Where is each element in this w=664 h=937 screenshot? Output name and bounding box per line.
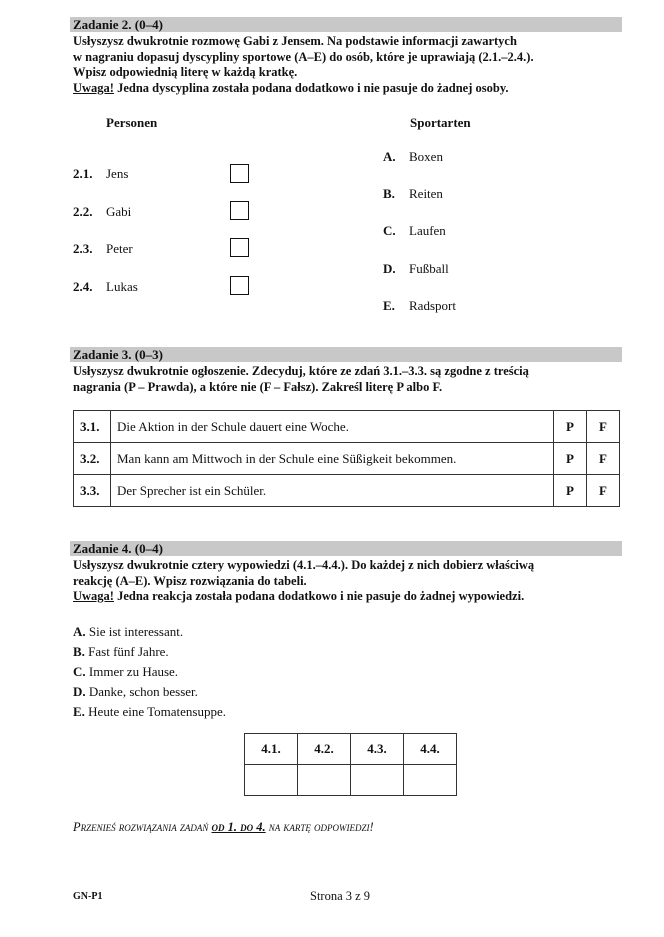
answer-column-header: 4.4. (404, 734, 457, 765)
option-f[interactable]: F (587, 443, 620, 475)
task2-instr-line2: w nagraniu dopasuj dyscypliny sportowe (A–E) do osób, które je uprawiają (2.1.–2.4.). (73, 49, 534, 64)
col-header-sports: Sportarten (410, 115, 471, 130)
footer-code: GN-P1 (73, 891, 103, 902)
answer-cell-4-2[interactable] (298, 765, 351, 796)
task3-instructions (73, 364, 621, 395)
statement-number: 3.3. (74, 475, 111, 507)
option-p[interactable]: P (554, 411, 587, 443)
list-item (73, 642, 226, 662)
task3-instr-line1: Usłyszysz dwukrotnie ogłoszenie. Zdecyduj, które ze zdań 3.1.–3.3. są zgodne z treścią (73, 364, 529, 378)
task2-instr-line1: Usłyszysz dwukrotnie rozmowę Gabi z Jensem. Na podstawie informacji zawartych (73, 34, 517, 48)
task4-note-label: Uwaga! (73, 589, 114, 603)
list-item (73, 622, 226, 642)
answer-cell-4-3[interactable] (351, 765, 404, 796)
reaction-text: Heute eine Tomatensuppe. (88, 704, 227, 719)
sport-option (383, 149, 443, 165)
person-name: Lukas (106, 279, 138, 294)
table-row (74, 443, 620, 475)
transfer-range: od 1. do 4. (211, 820, 266, 834)
reaction-letter: C. (73, 664, 86, 679)
true-false-table (73, 410, 620, 507)
task2-instr-line3: Wpisz odpowiednią literę w każdą kratkę. (73, 65, 298, 79)
reaction-letter: D. (73, 684, 86, 699)
sport-name: Laufen (409, 223, 446, 238)
sport-letter: D. (383, 261, 396, 276)
answer-box-2-2[interactable] (230, 201, 249, 220)
sport-option (383, 298, 456, 314)
table-row (74, 475, 620, 507)
person-number: 2.4. (73, 279, 93, 294)
option-f[interactable]: F (587, 411, 620, 443)
answer-box-2-3[interactable] (230, 238, 249, 257)
option-f[interactable]: F (587, 475, 620, 507)
list-item (73, 662, 226, 682)
task3-instr-line2: nagrania (P – Prawda), a które nie (F – Fałsz). Zakreśl literę P albo F. (73, 379, 443, 394)
answer-box-2-1[interactable] (230, 164, 249, 183)
person-name: Gabi (106, 204, 132, 219)
person-row (73, 204, 131, 220)
task4-instr-line2: reakcję (A–E). Wpisz rozwiązania do tabeli. (73, 573, 307, 588)
col-header-persons: Personen (106, 115, 158, 130)
list-item (73, 702, 226, 722)
list-item (73, 682, 226, 702)
reaction-text: Danke, schon besser. (88, 684, 198, 699)
task2-note-text: Jedna dyscyplina została podana dodatkowo i nie pasuje do żadnej osoby. (113, 80, 509, 95)
transfer-pre: Przenieś rozwiązania zadań (73, 820, 212, 834)
task3-header: Zadanie 3. (0–3) (70, 347, 622, 362)
person-number: 2.2. (73, 204, 93, 219)
task4-note-text: Jedna reakcja została podana dodatkowo i nie pasuje do żadnej wypowiedzi. (113, 589, 525, 603)
task2-header: Zadanie 2. (0–4) (70, 17, 622, 32)
person-number: 2.1. (73, 166, 93, 181)
task4-header: Zadanie 4. (0–4) (70, 541, 622, 556)
sport-name: Reiten (409, 186, 443, 201)
answer-cell-4-4[interactable] (404, 765, 457, 796)
answer-box-2-4[interactable] (230, 276, 249, 295)
table-row (74, 411, 620, 443)
sport-option (383, 186, 443, 202)
table-header-row (245, 734, 457, 765)
answer-column-header: 4.1. (245, 734, 298, 765)
sport-name: Boxen (409, 149, 443, 164)
person-row (73, 241, 133, 257)
person-row (73, 279, 138, 295)
sport-name: Radsport (409, 298, 456, 313)
reaction-letter: B. (73, 644, 85, 659)
page-number: Strona 3 z 9 (310, 889, 371, 903)
sport-letter: E. (383, 298, 395, 313)
person-number: 2.3. (73, 241, 93, 256)
task2-note-label: Uwaga! (73, 80, 114, 95)
table-row (245, 765, 457, 796)
task2-instructions (73, 34, 621, 96)
answer-table (244, 733, 457, 796)
sport-option (383, 261, 449, 277)
person-name: Jens (106, 166, 129, 181)
answer-column-header: 4.2. (298, 734, 351, 765)
reaction-list (73, 622, 226, 722)
reaction-letter: E. (73, 704, 85, 719)
reaction-text: Fast fünf Jahre. (88, 644, 169, 659)
statement-text: Die Aktion in der Schule dauert eine Woche. (111, 411, 554, 443)
statement-number: 3.2. (74, 443, 111, 475)
task4-note (73, 589, 621, 605)
sport-letter: C. (383, 223, 396, 238)
reaction-letter: A. (73, 624, 86, 639)
transfer-instruction (73, 820, 374, 835)
statement-number: 3.1. (74, 411, 111, 443)
answer-cell-4-1[interactable] (245, 765, 298, 796)
option-p[interactable]: P (554, 443, 587, 475)
person-name: Peter (106, 241, 133, 256)
task4-instr-line1: Usłyszysz dwukrotnie cztery wypowiedzi (4.1.–4.4.). Do każdej z nich dobierz właściwą (73, 558, 535, 572)
sport-letter: A. (383, 149, 396, 164)
person-row (73, 166, 128, 182)
answer-column-header: 4.3. (351, 734, 404, 765)
task2-note (73, 81, 621, 97)
task4-instructions (73, 558, 621, 605)
statement-text: Man kann am Mittwoch in der Schule eine Süßigkeit bekommen. (111, 443, 554, 475)
sport-option (383, 223, 446, 239)
sport-name: Fußball (409, 261, 449, 276)
option-p[interactable]: P (554, 475, 587, 507)
sport-letter: B. (383, 186, 395, 201)
transfer-post: na kartę odpowiedzi! (265, 820, 374, 834)
reaction-text: Immer zu Hause. (88, 664, 179, 679)
reaction-text: Sie ist interessant. (88, 624, 184, 639)
statement-text: Der Sprecher ist ein Schüler. (111, 475, 554, 507)
